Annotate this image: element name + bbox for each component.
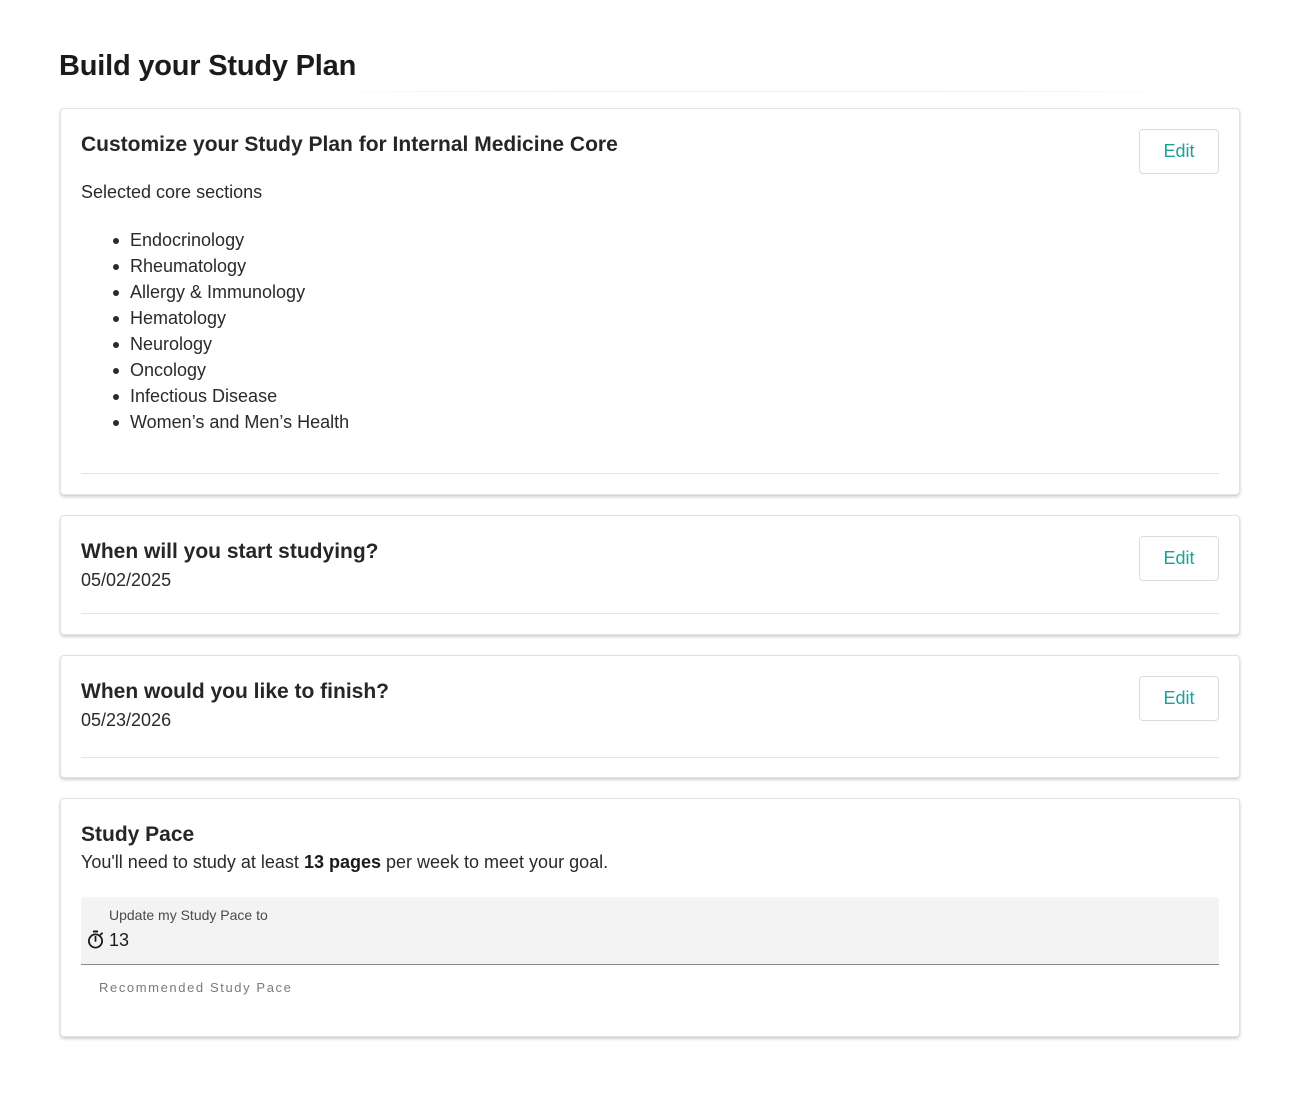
pace-text-end: per week to meet your goal.	[380, 852, 609, 872]
bullet-icon	[113, 394, 119, 400]
list-item	[81, 253, 349, 279]
list-item	[81, 383, 349, 409]
start-date-card	[60, 515, 1240, 635]
study-pace-description	[81, 852, 608, 873]
bullet-icon	[113, 420, 119, 426]
list-item	[81, 279, 349, 305]
start-edit-button[interactable]: Edit	[1139, 536, 1219, 581]
pace-pages-count: 13 pages	[303, 852, 381, 872]
finish-date-value: 05/23/2026	[81, 710, 172, 730]
list-item	[81, 409, 349, 435]
list-item	[81, 331, 349, 357]
customize-edit-button[interactable]: Edit	[1139, 129, 1219, 174]
start-date-value: 05/02/2025	[81, 570, 172, 590]
section-name: Neurology	[130, 334, 213, 354]
customize-card	[60, 108, 1240, 495]
bullet-icon	[113, 238, 119, 244]
section-name: Allergy & Immunology	[130, 282, 306, 302]
bullet-icon	[113, 316, 119, 322]
finish-edit-button[interactable]: Edit	[1139, 676, 1219, 721]
study-pace-heading: Study Pace	[81, 823, 195, 846]
section-list	[81, 227, 349, 435]
section-name: Hematology	[130, 308, 227, 328]
section-name: Women’s and Men’s Health	[130, 412, 350, 432]
study-pace-card	[60, 798, 1240, 1037]
list-item	[81, 305, 349, 331]
page-title: Build your Study Plan	[59, 50, 357, 82]
study-pace-field[interactable]	[81, 897, 1219, 965]
title-divider	[300, 91, 1200, 92]
list-item	[81, 227, 349, 253]
bullet-icon	[113, 342, 119, 348]
section-name: Infectious Disease	[130, 386, 278, 406]
bullet-icon	[113, 290, 119, 296]
study-pace-helper-text: Recommended Study Pace	[99, 980, 293, 995]
section-name: Oncology	[130, 360, 207, 380]
finish-card-divider	[81, 757, 1219, 758]
study-pace-field-label: Update my Study Pace to	[109, 907, 268, 923]
section-name: Endocrinology	[130, 230, 245, 250]
customize-card-divider	[81, 473, 1219, 474]
section-name: Rheumatology	[130, 256, 247, 276]
finish-date-card	[60, 655, 1240, 778]
pace-text-start: You'll need to study at least	[81, 852, 304, 872]
study-pace-input[interactable]	[109, 927, 709, 953]
start-heading: When will you start studying?	[81, 540, 379, 563]
start-card-divider	[81, 613, 1219, 614]
customize-heading: Customize your Study Plan for Internal Medicine Core	[81, 133, 618, 156]
bullet-icon	[113, 368, 119, 374]
selected-sections-label: Selected core sections	[81, 182, 263, 202]
list-item	[81, 357, 349, 383]
bullet-icon	[113, 264, 119, 270]
finish-heading: When would you like to finish?	[81, 680, 389, 703]
timer-icon	[87, 930, 104, 949]
